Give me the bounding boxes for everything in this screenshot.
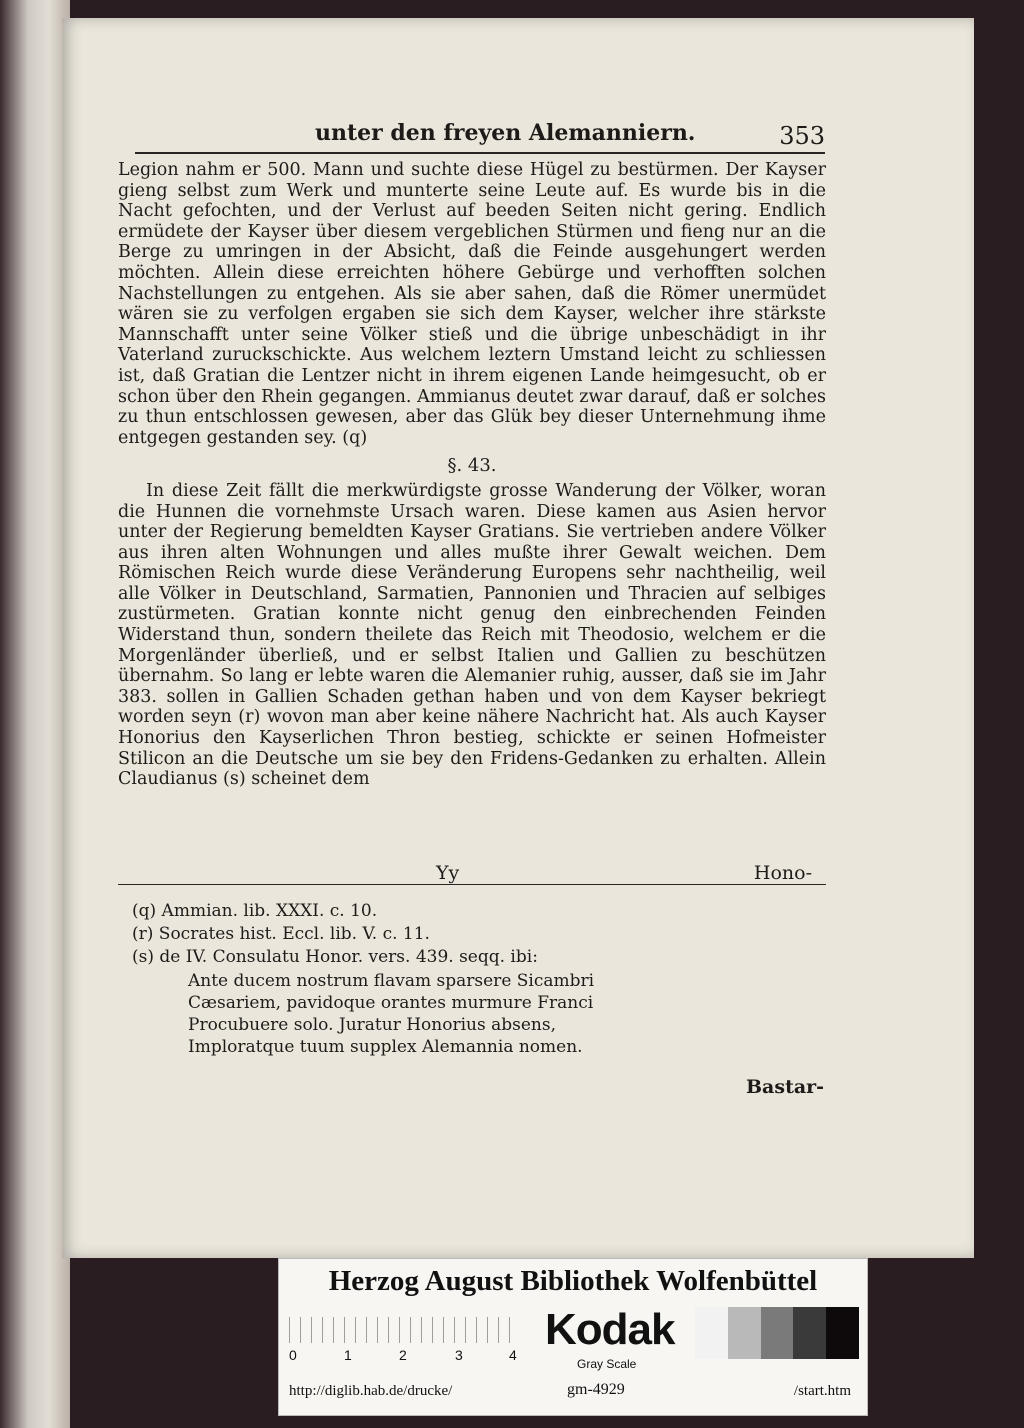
ruler-number: 4 bbox=[509, 1347, 517, 1363]
ruler-number: 0 bbox=[289, 1347, 297, 1363]
ruler-number: 2 bbox=[399, 1347, 407, 1363]
gray-patch bbox=[761, 1307, 794, 1359]
adjacent-page-edge bbox=[0, 0, 70, 1428]
footnote-r: (r) Socrates hist. Eccl. lib. V. c. 11. bbox=[132, 924, 430, 944]
signature-mark: Yy bbox=[436, 862, 460, 884]
ruler-number: 1 bbox=[344, 1347, 352, 1363]
ruler-scale bbox=[289, 1309, 521, 1363]
color-target-card bbox=[278, 1258, 868, 1416]
quote-line: Ante ducem nostrum flavam sparsere Sicambri bbox=[188, 971, 595, 991]
kodak-logo: Kodak bbox=[545, 1305, 675, 1354]
page-number: 353 bbox=[779, 122, 825, 150]
paragraph-1: Legion nahm er 500. Mann und suchte diese Hügel zu bestürmen. Der Kayser gieng selbst zum Werk und munterte seine Leute auf. Es wurde bis in die Nacht gefochten, und der Verlust auf beeden Seiten nicht gering. Endlich ermüdete der Kayser über diesem vergeblichen Stürmen und fieng nur an die Berge zu umringen in der Absicht, daß die Feinde ausgehungert werden möchten. Allein diese erreichten höhere Gebürge und verhofften solchen Nachstellungen zu entgehen. Als sie aber sahen, daß die Römer unermüdet wären sie zu verfolgen ergaben sie sich dem Kayser, welcher ihre stärkste Mannschafft unter seine Völker stieß und die übrige unbeschädigt in ihr Vaterland zuruckschickte. Aus welchem leztern Umstand leicht zu schliessen ist, daß Gratian die Lentzer nicht in ihrem eigenen Lande heimgesucht, ob er schon über den Rhein gegangen. Ammianus deutet zwar darauf, daß er solches zu thun entschlossen gewesen, aber das Glük bey dieser Unternehmung ihme entgegen gestanden sey. (q) bbox=[118, 160, 826, 448]
gray-patch bbox=[695, 1307, 728, 1359]
section-mark: §. 43. bbox=[447, 455, 497, 477]
footnote-s: (s) de IV. Consulatu Honor. vers. 439. seqq. ibi: bbox=[132, 947, 538, 967]
gray-scale-patches bbox=[695, 1307, 859, 1359]
ruler-ticks bbox=[289, 1317, 513, 1343]
library-name: Herzog August Bibliothek Wolfenbüttel bbox=[328, 1265, 818, 1297]
main-text bbox=[118, 160, 826, 790]
catchword: Hono- bbox=[753, 862, 812, 884]
header-rule bbox=[135, 152, 825, 154]
latin-quote bbox=[188, 970, 748, 1058]
footnote-rule bbox=[118, 884, 826, 885]
paragraph-2: In diese Zeit fällt die merkwürdigste grosse Wanderung der Völker, woran die Hunnen die vornehmste Ursach waren. Diese kamen aus Asien hervor unter der Regierung bemeldten Kayser Gratians. Sie vertrieben andere Völker aus ihren alten Wohnungen und alles mußte ihrer Gewalt weichen. Dem Römischen Reich wurde diese Veränderung Europens sehr nachtheilig, weil alle Völker in Deutschland, Sarmatien, Pannonien und Thracien auf selbiges zustürmeten. Gratian konnte nicht genug den einbrechenden Feinden Widerstand thun, sondern theilete das Reich mit Theodosio, welchem er die Morgenländer überließ, und er selbst Italien und Gallien zu beschützen übernahm. So lang er lebte waren die Alemanier ruhig, ausser, daß sie im Jahr 383. sollen in Gallien Schaden gethan haben und von dem Kayser bekriegt worden seyn (r) wovon man aber keine nähere Nachricht hat. Als auch Kayser Honorius den Kayserlichen Thron bestieg, schickte er seinen Hofmeister Stilicon an die Deutsche um sie bey den Fridens-Gedanken zu erhalten. Allein Claudianus (s) scheinet dem bbox=[118, 480, 826, 790]
footnote-q: (q) Ammian. lib. XXXI. c. 10. bbox=[132, 901, 378, 921]
quote-line: Cæsariem, pavidoque orantes murmure Franci bbox=[188, 993, 594, 1013]
next-page-catchword: Bastar- bbox=[746, 1076, 825, 1098]
page-header bbox=[135, 116, 825, 156]
running-title: unter den freyen Alemanniern. bbox=[315, 120, 696, 146]
gray-patch bbox=[728, 1307, 761, 1359]
gray-patch bbox=[793, 1307, 826, 1359]
ruler-number: 3 bbox=[455, 1347, 463, 1363]
catch-line bbox=[118, 862, 826, 886]
footnotes bbox=[132, 900, 752, 969]
quote-line: Procubuere solo. Juratur Honorius absens, bbox=[188, 1015, 556, 1035]
quote-line: Imploratque tuum supplex Alemannia nomen. bbox=[188, 1037, 583, 1057]
gray-scale-label: Gray Scale bbox=[577, 1357, 637, 1371]
shelf-code: gm-4929 bbox=[567, 1381, 625, 1398]
file-name: /start.htm bbox=[793, 1383, 851, 1399]
library-url: http://diglib.hab.de/drucke/ bbox=[289, 1383, 453, 1399]
gray-patch bbox=[826, 1307, 859, 1359]
